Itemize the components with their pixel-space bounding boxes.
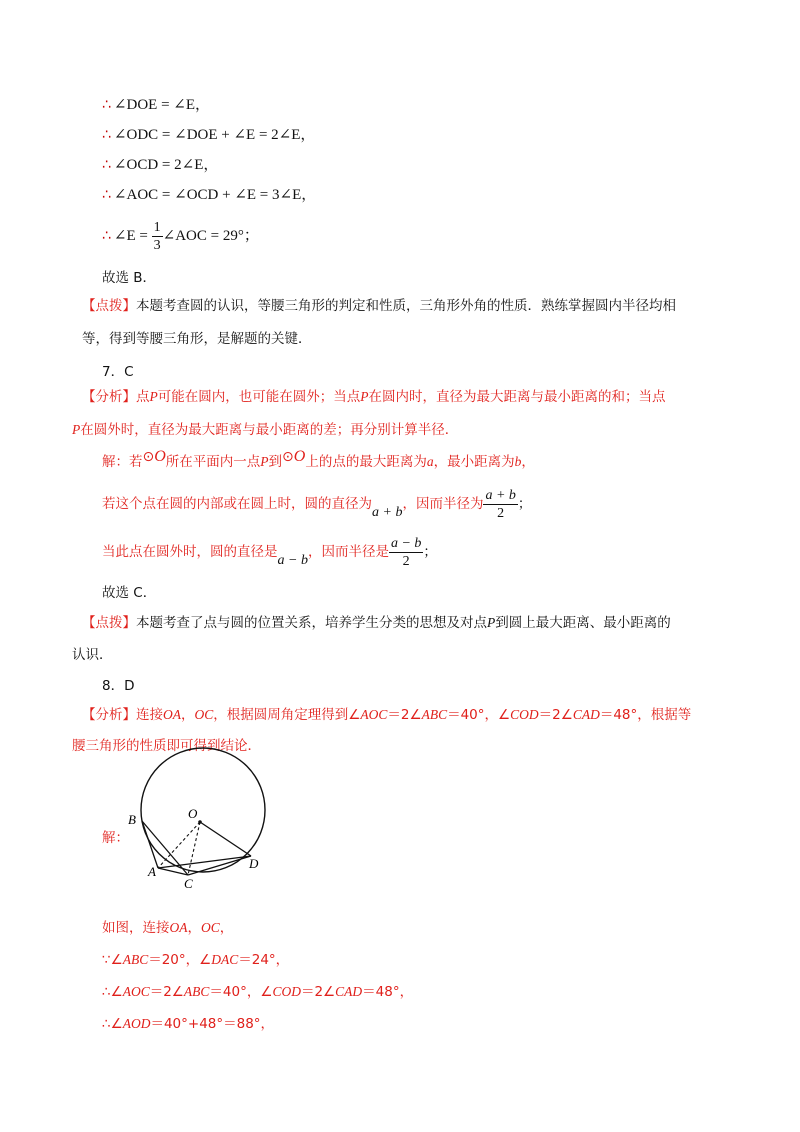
answer-choice: 故选 B．: [102, 270, 157, 286]
fraction: $\frac{1}{3}$: [153, 220, 161, 254]
therefore-symbol: ∴: [102, 228, 111, 244]
tip-tag: 【点拨】: [82, 615, 136, 631]
geometry-figure: [128, 738, 268, 888]
analysis-paragraph: 【分析】点P可能在圆内，也可能在圆外；当点P在圆内时，直径为最大距离与最小距离的和；当点: [82, 389, 666, 405]
label-O: O: [188, 806, 198, 821]
equation-line: ∴ ∠OCD = 2∠E，: [102, 157, 219, 173]
analysis-tag: 【分析】: [82, 389, 136, 405]
question-number: 7．C: [102, 364, 134, 380]
tip-paragraph: 【点拨】本题考查了点与圆的位置关系，培养学生分类的思想及对点P到圆上最大距离、最小距离的: [82, 615, 671, 631]
answer-choice: 故选 C．: [102, 585, 157, 601]
analysis-paragraph-cont: 腰三角形的性质即可得到结论．: [72, 738, 261, 754]
equation-line: ∴ ∠ODC = ∠DOE + ∠E = 2∠E，: [102, 127, 316, 143]
solution-line: 当此点在圆外时，圆的直径是a − b，因而半径是 $\frac{a - b}{2}$ ；: [102, 535, 437, 569]
label-D: D: [249, 856, 259, 871]
label-C: C: [184, 876, 193, 888]
circle-dot-symbol: ⊙O: [282, 448, 306, 465]
therefore-symbol: ∴: [102, 127, 111, 143]
segment-CD: [188, 856, 251, 875]
solution-line: 如图，连接OA，OC，: [102, 920, 234, 936]
fraction: $\frac{a + b}{2}$: [485, 487, 516, 521]
tip-paragraph-cont: 认识．: [72, 647, 113, 663]
label-B: B: [128, 812, 136, 827]
label-A: A: [148, 864, 156, 879]
segment-OD: [200, 822, 251, 856]
segment-BA: [142, 821, 158, 868]
fraction: $\frac{a - b}{2}$: [390, 535, 422, 569]
solution-line: 解：若⊙O所在平面内一点P到⊙O上的点的最大距离为a，最小距离为b，: [102, 448, 535, 470]
equation-line: ∴ ∠DOE = ∠E，: [102, 97, 211, 113]
segment-OC: [188, 822, 200, 875]
solution-label: 解：: [102, 830, 129, 846]
equation-line: ∴ ∠E = $\frac{1}{3}$ ∠AOC = 29°；: [102, 220, 259, 254]
analysis-paragraph-cont: P在圆外时，直径为最大距离与最小距离的差；再分别计算半径．: [72, 422, 459, 438]
circle-dot-symbol: ⊙O: [142, 448, 166, 465]
solution-line: ∴∠AOD＝40°+48°＝88°，: [102, 1016, 275, 1032]
therefore-symbol: ∴: [102, 187, 111, 203]
analysis-tag: 【分析】: [82, 707, 136, 723]
segment-OA: [158, 822, 200, 868]
question-number: 8．D: [102, 678, 135, 694]
solution-line: ∵∠ABC＝20°，∠DAC＝24°，: [102, 952, 290, 968]
equation-line: ∴ ∠AOC = ∠OCD + ∠E = 3∠E，: [102, 187, 317, 203]
therefore-symbol: ∴: [102, 157, 111, 173]
solution-line: 若这个点在圆的内部或在圆上时，圆的直径为a + b，因而半径为 $\frac{a + b}{2}$ ；: [102, 487, 532, 521]
tip-tag: 【点拨】: [82, 298, 136, 314]
tip-paragraph-cont: 等，得到等腰三角形，是解题的关键．: [82, 331, 312, 347]
therefore-symbol: ∴: [102, 97, 111, 113]
analysis-paragraph: 【分析】连接OA，OC，根据圆周角定理得到∠AOC＝2∠ABC＝40°，∠COD＝2∠CAD＝48°，根据等: [82, 707, 692, 723]
tip-paragraph: 【点拨】本题考查圆的认识，等腰三角形的判定和性质，三角形外角的性质．熟练掌握圆内半径均相: [82, 298, 676, 314]
center-point: [198, 820, 202, 824]
solution-line: ∴∠AOC＝2∠ABC＝40°，∠COD＝2∠CAD＝48°，: [102, 984, 414, 1000]
